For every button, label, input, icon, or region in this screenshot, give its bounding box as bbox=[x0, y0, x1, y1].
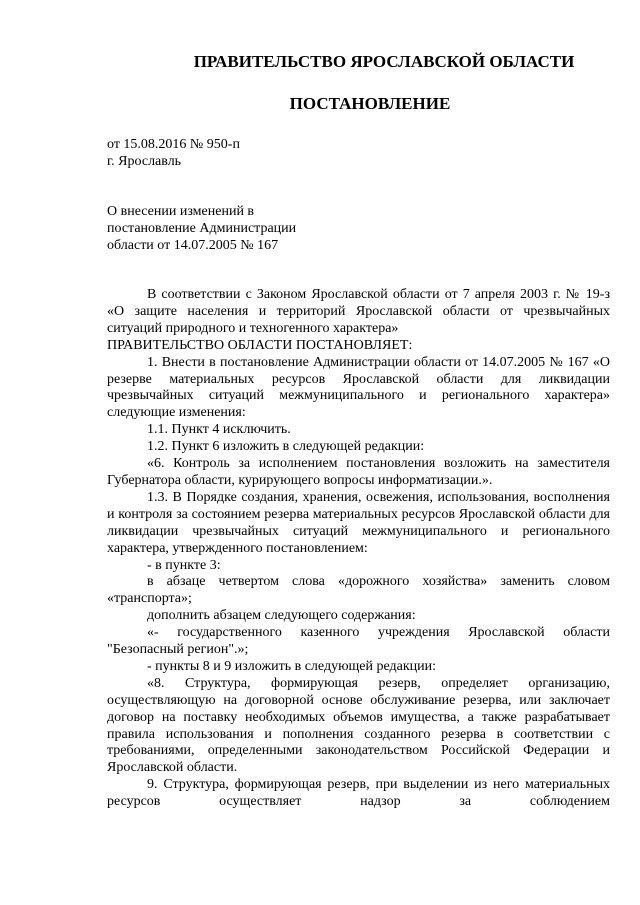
paragraph-1-3-a2: дополнить абзацем следующего содержания: bbox=[147, 608, 416, 624]
decree-line: ПРАВИТЕЛЬСТВО ОБЛАСТИ ПОСТАНОВЛЯЕТ: bbox=[107, 337, 413, 353]
document-type-title: ПОСТАНОВЛЕНИЕ bbox=[289, 94, 451, 113]
document-subject bbox=[107, 203, 296, 254]
paragraph-1-3-b: - пункты 8 и 9 изложить в следующей редакции: bbox=[147, 658, 437, 674]
paragraph-8: «8. Структура, формирующая резерв, определяет организацию, осуществляющую на договорной основе обслуживание резерва, или заключает договор на поставку необходимых объемов имущества, а также разрабатывает правила использования и пополнения созданного резерва в соответствии с требованиями, определенными законодательством Российской Федерации и Ярославской области. bbox=[107, 675, 610, 776]
paragraph-1-2-text: «6. Контроль за исполнением постановления возложить на заместителя Губернатора области, курирующего вопросы информатизации.». bbox=[107, 456, 610, 488]
paragraph-1-3-a1: в абзаце четвертом слова «дорожного хозяйства» заменить словом «транспорта»; bbox=[107, 574, 610, 607]
paragraph-1-3-a3: «- государственного казенного учреждения Ярославской области "Безопасный регион".»; bbox=[107, 625, 610, 658]
paragraph-1-3: 1.3. В Порядке создания, хранения, освежения, использования, восполнения и контроля за состоянием резерва материальных ресурсов Ярославской области для ликвидации чрезвычайных ситуаций межмуниципального и регионального характера, утвержденного постановлением: bbox=[107, 489, 610, 556]
city: г. Ярославль bbox=[107, 154, 182, 169]
subject-line-1: О внесении изменений в bbox=[107, 204, 255, 219]
paragraph-1-2: 1.2. Пункт 6 изложить в следующей редакции: bbox=[147, 439, 425, 455]
date-number: от 15.08.2016 № 950-п bbox=[107, 137, 240, 152]
preamble-paragraph: В соответствии с Законом Ярославской области от 7 апреля 2003 г. № 19-з «О защите населения и территорий Ярославской области от чрезвычайных ситуаций природного и техногенного характера» bbox=[107, 287, 610, 336]
organization-title: ПРАВИТЕЛЬСТВО ЯРОСЛАВСКОЙ ОБЛАСТИ bbox=[193, 52, 575, 71]
paragraph-1: 1. Внести в постановление Администрации области от 14.07.2005 № 167 «О резерве материальных ресурсов Ярославской области для ликвидации чрезвычайных ситуаций межмуниципального и регионального характера» следующие изменения: bbox=[107, 354, 610, 421]
paragraph-1-3-a: - в пункте 3: bbox=[147, 557, 221, 573]
subject-line-3: области от 14.07.2005 № 167 bbox=[107, 238, 279, 253]
paragraph-9: 9. Структура, формирующая резерв, при выделении из него материальных ресурсов осуществляет надзор за соблюдением bbox=[107, 777, 610, 810]
document-meta bbox=[107, 136, 240, 170]
paragraph-1-1: 1.1. Пункт 4 исключить. bbox=[147, 422, 291, 438]
document-body bbox=[107, 287, 610, 811]
subject-line-2: постановление Администрации bbox=[107, 221, 297, 236]
